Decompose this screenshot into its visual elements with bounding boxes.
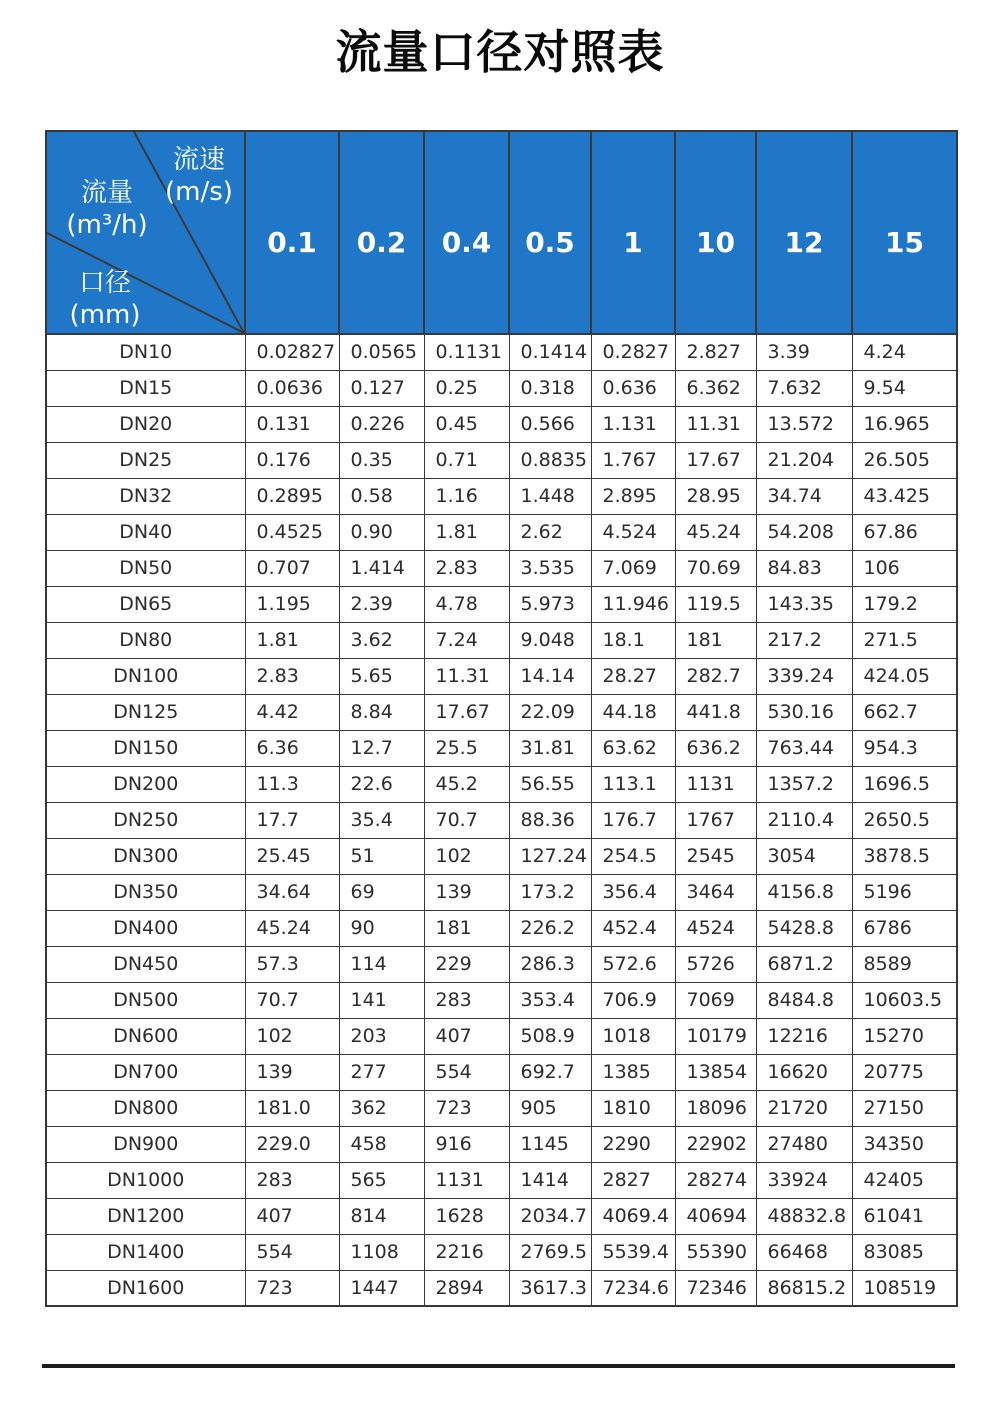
flow-value-cell: 2.39 (339, 586, 424, 622)
flow-value-cell: 0.127 (339, 370, 424, 406)
flow-value-cell: 18096 (675, 1090, 756, 1126)
flow-value-cell: 441.8 (675, 694, 756, 730)
dn-label: DN400 (46, 910, 245, 946)
table-row (46, 1054, 957, 1090)
flow-value-cell: 88.36 (509, 802, 591, 838)
flow-value-cell: 108519 (852, 1270, 957, 1306)
flow-value-cell: 28274 (675, 1162, 756, 1198)
corner-flow-label (57, 178, 157, 241)
flow-value-cell: 1.414 (339, 550, 424, 586)
velocity-header: 10 (675, 131, 756, 334)
flow-value-cell: 203 (339, 1018, 424, 1054)
flow-value-cell: 13.572 (756, 406, 852, 442)
flow-value-cell: 6.362 (675, 370, 756, 406)
flow-value-cell: 4.524 (591, 514, 675, 550)
flow-value-cell: 2216 (424, 1234, 509, 1270)
table-row (46, 802, 957, 838)
flow-value-cell: 6786 (852, 910, 957, 946)
flow-value-cell: 33924 (756, 1162, 852, 1198)
flow-value-cell: 1810 (591, 1090, 675, 1126)
flow-value-cell: 1131 (424, 1162, 509, 1198)
flow-value-cell: 662.7 (852, 694, 957, 730)
dn-label: DN1400 (46, 1234, 245, 1270)
flow-value-cell: 1108 (339, 1234, 424, 1270)
flow-value-cell: 17.67 (424, 694, 509, 730)
flow-value-cell: 69 (339, 874, 424, 910)
table-row (46, 406, 957, 442)
flow-value-cell: 22.09 (509, 694, 591, 730)
flow-value-cell: 6.36 (245, 730, 339, 766)
dn-label: DN150 (46, 730, 245, 766)
flow-value-cell: 22902 (675, 1126, 756, 1162)
flow-value-cell: 0.226 (339, 406, 424, 442)
table-body (46, 334, 957, 1306)
flow-value-cell: 3617.3 (509, 1270, 591, 1306)
table-header (46, 131, 957, 334)
flow-value-cell: 2827 (591, 1162, 675, 1198)
flow-value-cell: 4.78 (424, 586, 509, 622)
flow-value-cell: 70.7 (245, 982, 339, 1018)
flow-value-cell: 15270 (852, 1018, 957, 1054)
flow-value-cell: 42405 (852, 1162, 957, 1198)
flow-value-cell: 723 (245, 1270, 339, 1306)
dn-label: DN100 (46, 658, 245, 694)
flow-value-cell: 8589 (852, 946, 957, 982)
flow-value-cell: 18.1 (591, 622, 675, 658)
velocity-label-text: 流速 (172, 145, 225, 175)
flow-value-cell: 17.7 (245, 802, 339, 838)
flow-value-cell: 45.2 (424, 766, 509, 802)
flow-value-cell: 339.24 (756, 658, 852, 694)
flow-value-cell: 0.8835 (509, 442, 591, 478)
dn-label: DN600 (46, 1018, 245, 1054)
flow-value-cell: 5428.8 (756, 910, 852, 946)
header-row (46, 131, 957, 334)
flow-value-cell: 176.7 (591, 802, 675, 838)
flow-value-cell: 0.25 (424, 370, 509, 406)
dn-label: DN1000 (46, 1162, 245, 1198)
flow-value-cell: 12216 (756, 1018, 852, 1054)
flow-value-cell: 14.14 (509, 658, 591, 694)
flow-value-cell: 229 (424, 946, 509, 982)
dn-label: DN25 (46, 442, 245, 478)
flow-value-cell: 119.5 (675, 586, 756, 622)
flow-value-cell: 407 (245, 1198, 339, 1234)
flow-value-cell: 2769.5 (509, 1234, 591, 1270)
flow-value-cell: 44.18 (591, 694, 675, 730)
flow-value-cell: 1767 (675, 802, 756, 838)
flow-value-cell: 1.195 (245, 586, 339, 622)
table-row (46, 334, 957, 370)
flow-value-cell: 11.31 (675, 406, 756, 442)
flow-unit-text: (m³/h) (66, 209, 148, 240)
flow-value-cell: 2.827 (675, 334, 756, 370)
flow-value-cell: 353.4 (509, 982, 591, 1018)
flow-value-cell: 271.5 (852, 622, 957, 658)
flow-value-cell: 7069 (675, 982, 756, 1018)
flow-value-cell: 5196 (852, 874, 957, 910)
flow-value-cell: 723 (424, 1090, 509, 1126)
flow-value-cell: 692.7 (509, 1054, 591, 1090)
flow-diameter-table (45, 130, 958, 1307)
flow-value-cell: 12.7 (339, 730, 424, 766)
flow-value-cell: 43.425 (852, 478, 957, 514)
dn-label: DN10 (46, 334, 245, 370)
dn-label: DN125 (46, 694, 245, 730)
flow-value-cell: 11.3 (245, 766, 339, 802)
flow-value-cell: 0.71 (424, 442, 509, 478)
flow-value-cell: 452.4 (591, 910, 675, 946)
table-row (46, 658, 957, 694)
dn-label: DN1600 (46, 1270, 245, 1306)
flow-value-cell: 254.5 (591, 838, 675, 874)
dn-label: DN15 (46, 370, 245, 406)
flow-value-cell: 7.632 (756, 370, 852, 406)
flow-value-cell: 2545 (675, 838, 756, 874)
flow-value-cell: 1.131 (591, 406, 675, 442)
table-row (46, 514, 957, 550)
flow-value-cell: 114 (339, 946, 424, 982)
table-row (46, 586, 957, 622)
flow-value-cell: 2.83 (424, 550, 509, 586)
flow-value-cell: 11.946 (591, 586, 675, 622)
flow-value-cell: 34.64 (245, 874, 339, 910)
flow-value-cell: 22.6 (339, 766, 424, 802)
flow-value-cell: 0.1131 (424, 334, 509, 370)
flow-value-cell: 2110.4 (756, 802, 852, 838)
flow-value-cell: 3464 (675, 874, 756, 910)
flow-value-cell: 4.42 (245, 694, 339, 730)
flow-value-cell: 70.7 (424, 802, 509, 838)
flow-value-cell: 3.535 (509, 550, 591, 586)
flow-value-cell: 0.131 (245, 406, 339, 442)
flow-value-cell: 10179 (675, 1018, 756, 1054)
flow-value-cell: 2.83 (245, 658, 339, 694)
flow-value-cell: 113.1 (591, 766, 675, 802)
flow-value-cell: 763.44 (756, 730, 852, 766)
flow-value-cell: 56.55 (509, 766, 591, 802)
flow-value-cell: 458 (339, 1126, 424, 1162)
flow-value-cell: 554 (245, 1234, 339, 1270)
flow-value-cell: 7.24 (424, 622, 509, 658)
flow-value-cell: 0.45 (424, 406, 509, 442)
flow-value-cell: 90 (339, 910, 424, 946)
dn-label: DN800 (46, 1090, 245, 1126)
velocity-header: 0.4 (424, 131, 509, 334)
flow-value-cell: 2894 (424, 1270, 509, 1306)
flow-value-cell: 286.3 (509, 946, 591, 982)
flow-value-cell: 1145 (509, 1126, 591, 1162)
flow-value-cell: 63.62 (591, 730, 675, 766)
dn-label: DN450 (46, 946, 245, 982)
flow-value-cell: 4156.8 (756, 874, 852, 910)
corner-velocity-label (151, 145, 247, 208)
dn-label: DN50 (46, 550, 245, 586)
flow-value-cell: 28.27 (591, 658, 675, 694)
flow-value-cell: 277 (339, 1054, 424, 1090)
flow-value-cell: 572.6 (591, 946, 675, 982)
flow-value-cell: 229.0 (245, 1126, 339, 1162)
flow-value-cell: 2.62 (509, 514, 591, 550)
flow-value-cell: 636.2 (675, 730, 756, 766)
flow-value-cell: 86815.2 (756, 1270, 852, 1306)
flow-value-cell: 814 (339, 1198, 424, 1234)
flow-value-cell: 45.24 (245, 910, 339, 946)
flow-value-cell: 3.39 (756, 334, 852, 370)
flow-value-cell: 954.3 (852, 730, 957, 766)
flow-value-cell: 139 (245, 1054, 339, 1090)
flow-value-cell: 3878.5 (852, 838, 957, 874)
flow-value-cell: 0.566 (509, 406, 591, 442)
flow-value-cell: 0.0636 (245, 370, 339, 406)
flow-value-cell: 1447 (339, 1270, 424, 1306)
flow-value-cell: 10603.5 (852, 982, 957, 1018)
flow-value-cell: 67.86 (852, 514, 957, 550)
flow-value-cell: 0.4525 (245, 514, 339, 550)
flow-value-cell: 127.24 (509, 838, 591, 874)
velocity-header: 12 (756, 131, 852, 334)
flow-value-cell: 1.16 (424, 478, 509, 514)
flow-value-cell: 11.31 (424, 658, 509, 694)
flow-value-cell: 0.707 (245, 550, 339, 586)
flow-value-cell: 1.81 (424, 514, 509, 550)
flow-value-cell: 16.965 (852, 406, 957, 442)
flow-value-cell: 5.65 (339, 658, 424, 694)
flow-value-cell: 1696.5 (852, 766, 957, 802)
flow-value-cell: 106 (852, 550, 957, 586)
dn-label: DN250 (46, 802, 245, 838)
table-row (46, 370, 957, 406)
flow-value-cell: 2290 (591, 1126, 675, 1162)
flow-value-cell: 1385 (591, 1054, 675, 1090)
flow-value-cell: 25.45 (245, 838, 339, 874)
corner-header-cell (46, 131, 245, 334)
flow-value-cell: 51 (339, 838, 424, 874)
flow-value-cell: 7234.6 (591, 1270, 675, 1306)
flow-value-cell: 5726 (675, 946, 756, 982)
flow-value-cell: 141 (339, 982, 424, 1018)
flow-value-cell: 4524 (675, 910, 756, 946)
flow-value-cell: 1.767 (591, 442, 675, 478)
dn-label: DN500 (46, 982, 245, 1018)
flow-value-cell: 226.2 (509, 910, 591, 946)
page-title: 流量口径对照表 (335, 25, 665, 79)
flow-value-cell: 508.9 (509, 1018, 591, 1054)
flow-value-cell: 0.636 (591, 370, 675, 406)
flow-value-cell: 2650.5 (852, 802, 957, 838)
flow-value-cell: 565 (339, 1162, 424, 1198)
flow-value-cell: 102 (424, 838, 509, 874)
flow-value-cell: 282.7 (675, 658, 756, 694)
velocity-header: 1 (591, 131, 675, 334)
flow-value-cell: 48832.8 (756, 1198, 852, 1234)
dn-label: DN1200 (46, 1198, 245, 1234)
dn-label: DN700 (46, 1054, 245, 1090)
flow-value-cell: 1018 (591, 1018, 675, 1054)
flow-value-cell: 28.95 (675, 478, 756, 514)
table-row (46, 622, 957, 658)
table-row (46, 550, 957, 586)
flow-value-cell: 1.448 (509, 478, 591, 514)
flow-value-cell: 34.74 (756, 478, 852, 514)
velocity-unit-text: (m/s) (165, 176, 233, 207)
flow-value-cell: 40694 (675, 1198, 756, 1234)
flow-value-cell: 181 (424, 910, 509, 946)
flow-value-cell: 9.54 (852, 370, 957, 406)
flow-value-cell: 16620 (756, 1054, 852, 1090)
table-row (46, 478, 957, 514)
flow-value-cell: 1414 (509, 1162, 591, 1198)
flow-value-cell: 181 (675, 622, 756, 658)
velocity-header: 0.1 (245, 131, 339, 334)
flow-value-cell: 0.90 (339, 514, 424, 550)
flow-value-cell: 173.2 (509, 874, 591, 910)
dn-label: DN200 (46, 766, 245, 802)
flow-value-cell: 0.0565 (339, 334, 424, 370)
flow-value-cell: 35.4 (339, 802, 424, 838)
dn-label: DN32 (46, 478, 245, 514)
flow-value-cell: 1.81 (245, 622, 339, 658)
flow-value-cell: 530.16 (756, 694, 852, 730)
flow-value-cell: 102 (245, 1018, 339, 1054)
flow-value-cell: 4.24 (852, 334, 957, 370)
flow-value-cell: 27480 (756, 1126, 852, 1162)
flow-value-cell: 6871.2 (756, 946, 852, 982)
flow-value-cell: 0.35 (339, 442, 424, 478)
table-row (46, 1018, 957, 1054)
flow-value-cell: 0.58 (339, 478, 424, 514)
flow-value-cell: 905 (509, 1090, 591, 1126)
diameter-label-text: 口径 (78, 268, 131, 298)
flow-value-cell: 143.35 (756, 586, 852, 622)
flow-value-cell: 45.24 (675, 514, 756, 550)
dn-label: DN20 (46, 406, 245, 442)
flow-value-cell: 181.0 (245, 1090, 339, 1126)
table-row (46, 838, 957, 874)
flow-value-cell: 0.318 (509, 370, 591, 406)
flow-value-cell: 55390 (675, 1234, 756, 1270)
flow-value-cell: 17.67 (675, 442, 756, 478)
flow-label-text: 流量 (80, 178, 133, 208)
flow-value-cell: 424.05 (852, 658, 957, 694)
flow-value-cell: 179.2 (852, 586, 957, 622)
flow-value-cell: 84.83 (756, 550, 852, 586)
flow-value-cell: 5.973 (509, 586, 591, 622)
flow-value-cell: 0.1414 (509, 334, 591, 370)
table-row (46, 1090, 957, 1126)
flow-value-cell: 13854 (675, 1054, 756, 1090)
flow-value-cell: 0.2895 (245, 478, 339, 514)
flow-value-cell: 5539.4 (591, 1234, 675, 1270)
flow-value-cell: 1357.2 (756, 766, 852, 802)
table-row (46, 730, 957, 766)
flow-value-cell: 8.84 (339, 694, 424, 730)
flow-value-cell: 27150 (852, 1090, 957, 1126)
flow-value-cell: 21.204 (756, 442, 852, 478)
flow-value-cell: 283 (245, 1162, 339, 1198)
table-row (46, 1198, 957, 1234)
flow-value-cell: 916 (424, 1126, 509, 1162)
flow-value-cell: 8484.8 (756, 982, 852, 1018)
table-row (46, 1234, 957, 1270)
flow-value-cell: 57.3 (245, 946, 339, 982)
table-row (46, 982, 957, 1018)
table-row (46, 946, 957, 982)
table-row (46, 694, 957, 730)
flow-value-cell: 0.176 (245, 442, 339, 478)
flow-value-cell: 9.048 (509, 622, 591, 658)
flow-value-cell: 7.069 (591, 550, 675, 586)
flow-value-cell: 2.895 (591, 478, 675, 514)
flow-value-cell: 20775 (852, 1054, 957, 1090)
corner-diameter-label (53, 268, 157, 331)
table-row (46, 766, 957, 802)
flow-value-cell: 1628 (424, 1198, 509, 1234)
flow-value-cell: 1131 (675, 766, 756, 802)
dn-label: DN300 (46, 838, 245, 874)
table-row (46, 910, 957, 946)
flow-value-cell: 356.4 (591, 874, 675, 910)
flow-value-cell: 83085 (852, 1234, 957, 1270)
flow-value-cell: 554 (424, 1054, 509, 1090)
velocity-header: 0.5 (509, 131, 591, 334)
diameter-unit-text: (mm) (69, 299, 141, 330)
flow-value-cell: 4069.4 (591, 1198, 675, 1234)
flow-value-cell: 31.81 (509, 730, 591, 766)
flow-value-cell: 66468 (756, 1234, 852, 1270)
table-row (46, 1270, 957, 1306)
flow-value-cell: 70.69 (675, 550, 756, 586)
velocity-header: 15 (852, 131, 957, 334)
flow-value-cell: 2034.7 (509, 1198, 591, 1234)
flow-value-cell: 72346 (675, 1270, 756, 1306)
dn-label: DN350 (46, 874, 245, 910)
table-row (46, 1126, 957, 1162)
flow-value-cell: 26.505 (852, 442, 957, 478)
flow-value-cell: 706.9 (591, 982, 675, 1018)
dn-label: DN65 (46, 586, 245, 622)
flow-value-cell: 3.62 (339, 622, 424, 658)
flow-value-cell: 362 (339, 1090, 424, 1126)
flow-value-cell: 283 (424, 982, 509, 1018)
flow-value-cell: 0.02827 (245, 334, 339, 370)
bottom-divider (42, 1364, 955, 1368)
table-row (46, 874, 957, 910)
flow-value-cell: 21720 (756, 1090, 852, 1126)
flow-value-cell: 34350 (852, 1126, 957, 1162)
dn-label: DN80 (46, 622, 245, 658)
flow-value-cell: 61041 (852, 1198, 957, 1234)
flow-value-cell: 3054 (756, 838, 852, 874)
flow-value-cell: 139 (424, 874, 509, 910)
dn-label: DN40 (46, 514, 245, 550)
flow-value-cell: 407 (424, 1018, 509, 1054)
flow-value-cell: 0.2827 (591, 334, 675, 370)
flow-value-cell: 217.2 (756, 622, 852, 658)
flow-value-cell: 25.5 (424, 730, 509, 766)
dn-label: DN900 (46, 1126, 245, 1162)
flow-value-cell: 54.208 (756, 514, 852, 550)
table-row (46, 442, 957, 478)
velocity-header: 0.2 (339, 131, 424, 334)
table-row (46, 1162, 957, 1198)
